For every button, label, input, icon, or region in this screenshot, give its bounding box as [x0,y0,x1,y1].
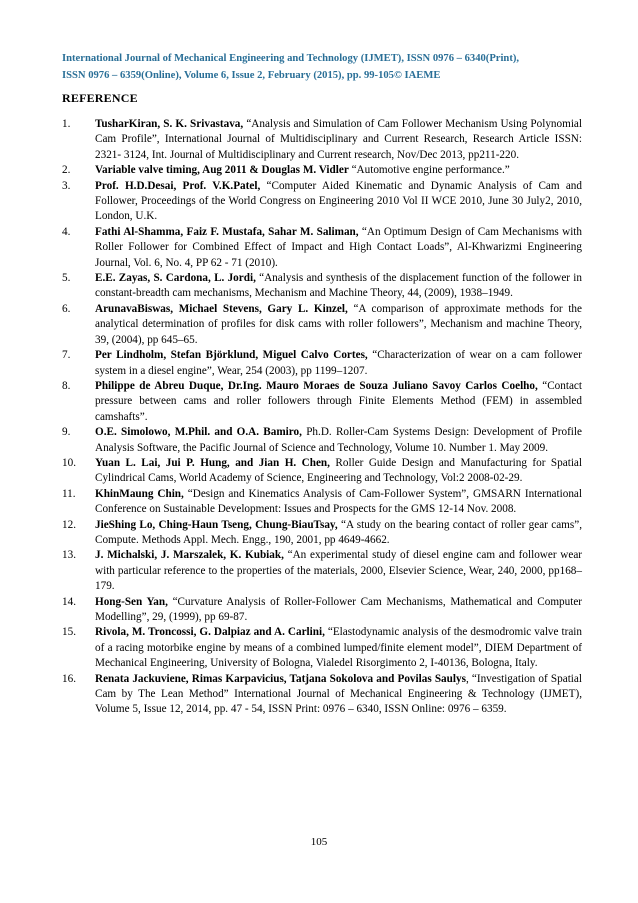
reference-number: 4. [62,225,71,238]
reference-body [95,302,582,348]
reference-text: “Analysis and synthesis of the displacement function of the follower in constant-breadth cam mechanisms, Mechanism and Machine Theory, 44, (2009), 1938–1949. [95,272,582,300]
reference-number: 1. [62,118,71,130]
reference-authors: ArunavaBiswas, Michael Stevens, Gary L. Kinzel, [95,302,348,315]
reference-number: 8. [62,379,71,392]
reference-authors: Prof. H.D.Desai, Prof. V.K.Patel, [95,179,261,192]
reference-text: “A comparison of approximate methods for the analytical determination of profiles for disk cams with roller followers”, Mechanism and machine Theory, 39, (2004), pp 645–65. [95,302,582,346]
reference-number: 6. [62,302,71,315]
reference-authors: Per Lindholm, Stefan Björklund, Miguel Calvo Cortes, [95,349,368,362]
reference-authors: Renata Jackuviene, Rimas Karpavicius, Tatjana Sokolova and Povilas Saulys [95,672,466,685]
reference-text: “Analysis and Simulation of Cam Follower Mechanism Using Polynomial Cam Profile”, International Journal of Multidisciplinary and Current Research, Research Article ISSN: 2321- 3124, Int. Journal of Multidisciplinary and Current research, Nov/Dec 2013, pp211-220. [95,118,582,161]
reference-authors: Rivola, M. Troncossi, G. Dalpiaz and A. Carlini, [95,626,325,639]
reference-authors: JieShing Lo, Ching-Haun Tseng, Chung-BiauTsay, [95,518,338,531]
reference-body [95,271,582,302]
reference-item [62,225,582,271]
reference-number: 16. [62,672,76,685]
reference-text: “An experimental study of diesel engine cam and follower wear with particular reference to the properties of the materials, 2000, Elsevier Science, Wear, 240, 2000, pp168–179. [95,549,583,593]
journal-header-line-2: ISSN 0976 – 6359(Online), Volume 6, Issue 2, February (2015), pp. 99-105© IAEME [62,70,441,81]
reference-item [62,117,582,163]
reference-body [95,518,582,549]
reference-text: , “Investigation of Spatial Cam by The Lean Method” International Journal of Mechanical Engineering & Technology (IJMET), Volume 5, Issue 12, 2014, pp. 47 - 54, ISSN Print: 0976 – 6340, ISSN Online: 0976 – 6359. [95,672,582,716]
reference-text: “Computer Aided Kinematic and Dynamic Analysis of Cam and Follower, Proceedings of the World Congress on Engineering 2010 Vol II WCE 2010, June 30 July2, 2010, London, U.K. [95,179,582,223]
reference-body [95,379,582,425]
reference-item [62,302,582,348]
reference-text: Roller Guide Design and Manufacturing for Spatial Cylindrical Cams, World Academy of Science, Engineering and Technology, Vol:2 2008-02-29. [95,456,582,485]
reference-item [62,271,582,302]
reference-item [62,425,582,456]
reference-number: 15. [62,626,76,639]
reference-item [62,518,582,549]
reference-text: “Elastodynamic analysis of the desmodromic valve train of a racing motorbike engine by means of a combined lumped/finite element model”, DIEM Department of Mechanical Engineering, University of Bologna, Vialedel Risorgimento 2, I-40136, Bologna, Italy. [95,626,582,670]
reference-body [95,595,582,626]
reference-authors: J. Michalski, J. Marszalek, K. Kubiak, [95,549,284,562]
reference-text: “A study on the bearing contact of roller gear cams”, Compute. Methods Appl. Mech. Engg., 190, 2001, pp 4649-4662. [95,518,582,546]
reference-body [95,425,582,456]
reference-text: “Curvature Analysis of Roller-Follower Cam Mechanisms, Mathematical and Computer Modelling”, 29, (1999), pp 69-87. [95,595,583,623]
reference-number: 9. [62,426,71,439]
reference-item [62,548,582,594]
reference-body [95,456,582,487]
reference-number: 7. [62,349,71,362]
reference-item [62,625,582,671]
reference-authors: Variable valve timing, Aug 2011 & Douglas M. Vidler [95,164,349,177]
reference-item [62,487,582,518]
reference-text: “Characterization of wear on a cam follower system in a diesel engine”, Wear, 254 (2003), pp 1199–1207. [95,349,582,377]
reference-body [95,625,582,671]
reference-body [95,672,582,718]
reference-body [95,225,582,271]
reference-authors: Hong-Sen Yan, [95,595,168,608]
reference-number: 3. [62,179,71,192]
reference-number: 13. [62,549,76,562]
reference-body [95,487,582,518]
reference-body [95,179,582,225]
reference-number: 5. [62,272,71,285]
page-number: 105 [310,836,328,848]
reference-text: Ph.D. Roller-Cam Systems Design: Development of Profile Analysis Software, the Pacific Journal of Science and Technology, Volume 10. Number 1. May 2009. [95,426,582,454]
reference-authors: Fathi Al-Shamma, Faiz F. Mustafa, Sahar M. Saliman, [95,225,359,238]
reference-authors: Philippe de Abreu Duque, Dr.Ing. Mauro Moraes de Souza Juliano Savoy Carlos Coelho, [95,379,538,392]
reference-body [95,348,582,379]
reference-number: 11. [62,487,76,500]
reference-text: “Design and Kinematics Analysis of Cam-Follower System”, GMSARN International Conference on Sustainable Development: Issues and Prospects for the GMS 12-14 Nov. 2008. [95,487,582,516]
reference-text: “An Optimum Design of Cam Mechanisms with Roller Follower for Combined Effect of Impact and High Contact Loads”, Al-Khwarizmi Engineering Journal, Vol. 6, No. 4, PP 62 - 71 (2010). [95,225,582,269]
reference-heading: REFERENCE [62,91,138,105]
reference-number: 2. [62,164,71,177]
reference-authors: Yuan L. Lai, Jui P. Hung, and Jian H. Chen, [95,456,330,469]
reference-authors: E.E. Zayas, S. Cardona, L. Jordi, [95,272,256,285]
reference-item [62,179,582,225]
reference-item [62,379,582,425]
reference-item [62,163,582,178]
reference-number: 12. [62,518,76,531]
reference-authors: O.E. Simolowo, M.Phil. and O.A. Bamiro, [95,426,302,439]
reference-body [95,548,582,594]
reference-authors: KhinMaung Chin, [95,487,184,500]
reference-item [62,348,582,379]
reference-body [95,163,582,178]
reference-body [95,117,582,163]
reference-number: 14. [62,595,76,608]
reference-text: “Contact pressure between cams and roller followers through Finite Elements Method (FEM) in assembled camshafts”. [95,379,582,423]
reference-text: “Automotive engine performance.” [348,164,510,177]
reference-number: 10. [62,456,76,469]
reference-item [62,672,582,718]
reference-item [62,456,582,487]
journal-header [62,50,582,84]
journal-header-line-1: International Journal of Mechanical Engineering and Technology (IJMET), ISSN 0976 – 6340(Print), [62,53,520,64]
reference-list [62,117,582,718]
reference-authors: TusharKiran, S. K. Srivastava, [95,118,244,130]
reference-item [62,595,582,626]
